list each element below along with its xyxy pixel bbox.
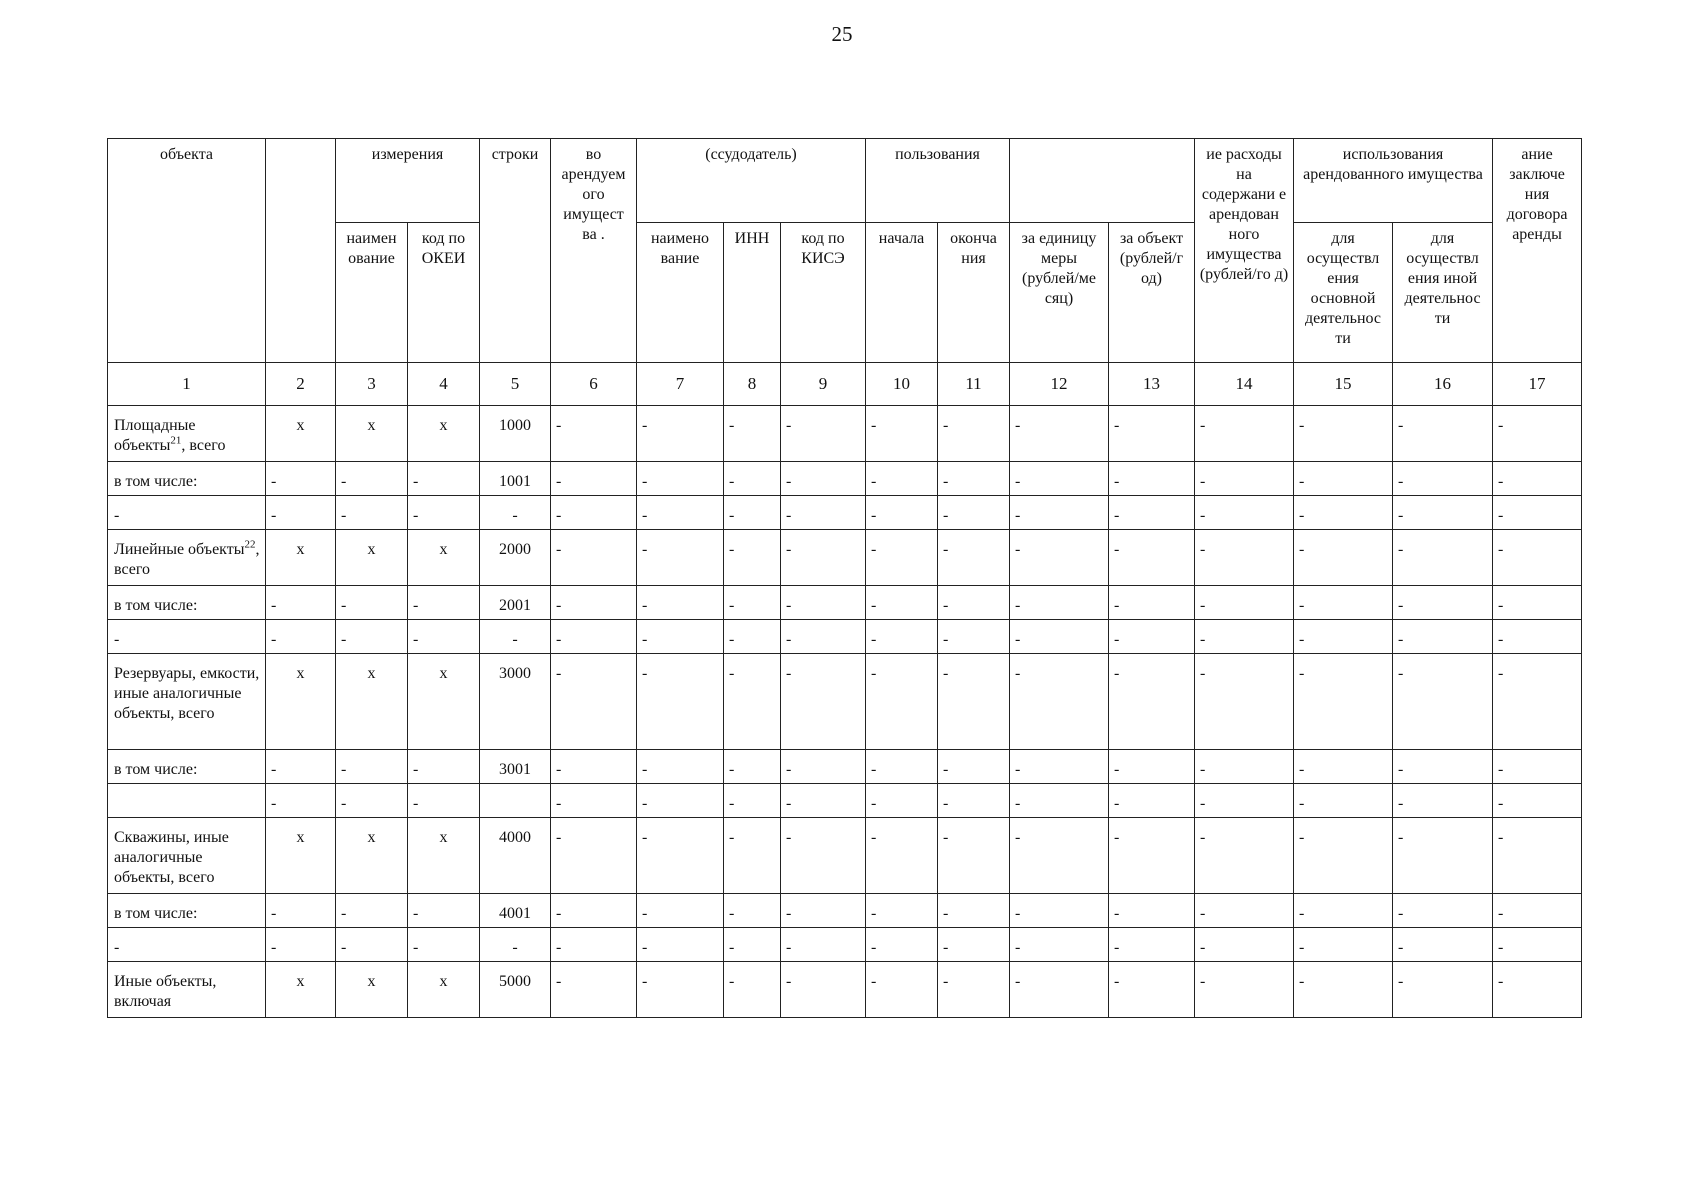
header-payment xyxy=(1010,139,1195,223)
table-cell: - xyxy=(551,654,637,750)
row-name-text: в том числе: xyxy=(114,597,198,614)
header-measure: измерения xyxy=(336,139,480,223)
column-number: 6 xyxy=(551,363,637,406)
table-cell: - xyxy=(724,784,781,818)
table-cell: - xyxy=(781,620,866,654)
table-row xyxy=(108,750,1582,784)
table-cell: - xyxy=(1393,530,1493,586)
table-cell: - xyxy=(551,818,637,894)
table-cell: - xyxy=(1195,496,1294,530)
table-row xyxy=(108,928,1582,962)
table-cell: - xyxy=(1393,620,1493,654)
header-expenses: ие расходы на содержани е арендован ного имущества (рублей/го д) xyxy=(1195,139,1294,363)
table-cell: - xyxy=(724,620,781,654)
row-object-name xyxy=(108,894,266,928)
table-cell: - xyxy=(266,784,336,818)
table-cell: - xyxy=(336,620,408,654)
table-cell: - xyxy=(938,530,1010,586)
table-cell: - xyxy=(1493,496,1582,530)
row-name-text: - xyxy=(114,507,120,524)
table-cell: - xyxy=(336,784,408,818)
table-cell: - xyxy=(1493,962,1582,1018)
table-cell: - xyxy=(724,530,781,586)
table-cell: - xyxy=(1493,620,1582,654)
table-cell: - xyxy=(866,750,938,784)
table-cell: - xyxy=(1109,406,1195,462)
table-cell: - xyxy=(938,462,1010,496)
table-cell: - xyxy=(1109,620,1195,654)
table-cell: - xyxy=(1294,586,1393,620)
row-object-name xyxy=(108,406,266,462)
table-cell: - xyxy=(938,818,1010,894)
table-cell: - xyxy=(1010,928,1109,962)
row-object-name xyxy=(108,462,266,496)
table-cell: - xyxy=(637,654,724,750)
table-cell: - xyxy=(1294,406,1393,462)
table-cell: - xyxy=(1195,586,1294,620)
table-cell: - xyxy=(637,928,724,962)
table-cell: - xyxy=(866,894,938,928)
table-cell: - xyxy=(866,496,938,530)
row-name-text: Резервуары, емкости, иные аналогичные объекты, всего xyxy=(114,665,260,722)
table-cell: - xyxy=(1493,462,1582,496)
column-number: 12 xyxy=(1010,363,1109,406)
header-lessor: (ссудодатель) xyxy=(637,139,866,223)
header-line: строки xyxy=(480,139,551,363)
table-cell: - xyxy=(408,928,480,962)
column-number: 5 xyxy=(480,363,551,406)
header-quantity: во арендуем ого имущест ва . xyxy=(551,139,637,363)
table-cell: - xyxy=(724,750,781,784)
header-lessor-name: наимено вание xyxy=(637,223,724,363)
table-cell: - xyxy=(866,620,938,654)
table-cell: - xyxy=(1195,962,1294,1018)
table-cell: - xyxy=(408,894,480,928)
table-cell: - xyxy=(408,462,480,496)
table-cell: - xyxy=(781,586,866,620)
column-number: 14 xyxy=(1195,363,1294,406)
table-cell: - xyxy=(1109,894,1195,928)
row-name-text: - xyxy=(114,631,120,648)
table-cell: - xyxy=(1493,818,1582,894)
table-cell: 1000 xyxy=(480,406,551,462)
table-cell: - xyxy=(781,462,866,496)
table-cell: - xyxy=(781,406,866,462)
row-object-name xyxy=(108,654,266,750)
table-cell: - xyxy=(1493,654,1582,750)
table-cell: - xyxy=(1294,894,1393,928)
row-name-text: Линейные объекты xyxy=(114,541,245,558)
table-cell: x xyxy=(336,654,408,750)
header-object: объекта xyxy=(108,139,266,363)
table-cell: - xyxy=(938,784,1010,818)
table-cell: - xyxy=(938,928,1010,962)
table-cell: - xyxy=(938,894,1010,928)
table-cell: - xyxy=(551,894,637,928)
table-cell: - xyxy=(336,586,408,620)
footnote-ref: 22 xyxy=(244,538,256,551)
table-cell: x xyxy=(408,962,480,1018)
table-cell: - xyxy=(781,750,866,784)
table-cell: x xyxy=(336,530,408,586)
table-cell: - xyxy=(1109,462,1195,496)
table-row xyxy=(108,462,1582,496)
table-cell: - xyxy=(866,586,938,620)
table-cell: - xyxy=(866,462,938,496)
table-cell: - xyxy=(336,462,408,496)
table-cell: - xyxy=(1393,750,1493,784)
table-row xyxy=(108,962,1582,1018)
table-cell: - xyxy=(1010,654,1109,750)
table-row xyxy=(108,406,1582,462)
header-main-activity: для осуществл ения основной деятельнос ти xyxy=(1294,223,1393,363)
row-name-text: в том числе: xyxy=(114,473,198,490)
table-cell: - xyxy=(1010,818,1109,894)
table-cell: - xyxy=(1195,894,1294,928)
column-number: 16 xyxy=(1393,363,1493,406)
table-cell: - xyxy=(1493,406,1582,462)
table-cell: - xyxy=(781,928,866,962)
table-cell: - xyxy=(1010,586,1109,620)
table-cell: 5000 xyxy=(480,962,551,1018)
table-cell: - xyxy=(480,620,551,654)
table-cell: - xyxy=(408,750,480,784)
table-cell: - xyxy=(1393,894,1493,928)
table-cell: - xyxy=(1109,654,1195,750)
table-cell: - xyxy=(724,586,781,620)
table-cell: - xyxy=(1393,496,1493,530)
table-cell: - xyxy=(1493,586,1582,620)
table-cell: 2000 xyxy=(480,530,551,586)
header-use-purpose: использования арендованного имущества xyxy=(1294,139,1493,223)
table-cell: - xyxy=(551,496,637,530)
table-cell: - xyxy=(551,586,637,620)
header-unit-name: наимен ование xyxy=(336,223,408,363)
table-cell: x xyxy=(266,406,336,462)
table-cell: - xyxy=(266,586,336,620)
table-cell: - xyxy=(724,406,781,462)
table-cell: - xyxy=(724,654,781,750)
table-cell: x xyxy=(266,962,336,1018)
table-cell: - xyxy=(1294,818,1393,894)
table-cell: - xyxy=(1010,496,1109,530)
table-cell: - xyxy=(938,654,1010,750)
table-cell: - xyxy=(781,784,866,818)
row-name-text: Скважины, иные аналогичные объекты, всего xyxy=(114,829,229,886)
table-cell: - xyxy=(266,750,336,784)
table-cell: - xyxy=(1195,818,1294,894)
table-cell: 1001 xyxy=(480,462,551,496)
table-cell: - xyxy=(1294,620,1393,654)
row-name-text: в том числе: xyxy=(114,905,198,922)
table-cell: - xyxy=(1010,894,1109,928)
table-cell: - xyxy=(1393,462,1493,496)
table-cell: - xyxy=(551,620,637,654)
table-cell: - xyxy=(1109,586,1195,620)
table-cell: - xyxy=(866,818,938,894)
header-per-object: за объект (рублей/г од) xyxy=(1109,223,1195,363)
table-row xyxy=(108,530,1582,586)
table-cell: - xyxy=(1393,928,1493,962)
header-contract: ание заключе ния договора аренды xyxy=(1493,139,1582,363)
table-cell: - xyxy=(1294,530,1393,586)
table-cell: x xyxy=(266,654,336,750)
column-number: 2 xyxy=(266,363,336,406)
table-cell: - xyxy=(408,620,480,654)
table-cell: - xyxy=(1294,962,1393,1018)
table-cell: - xyxy=(1393,406,1493,462)
table-cell: - xyxy=(551,530,637,586)
table-cell: - xyxy=(866,962,938,1018)
table-cell: - xyxy=(724,928,781,962)
table-cell: x xyxy=(408,654,480,750)
table-cell: - xyxy=(266,928,336,962)
table-cell: x xyxy=(408,530,480,586)
table-cell: - xyxy=(1010,620,1109,654)
table-cell: - xyxy=(266,462,336,496)
table-cell: - xyxy=(1294,654,1393,750)
table-cell: 3001 xyxy=(480,750,551,784)
table-cell: - xyxy=(1010,784,1109,818)
table-cell: - xyxy=(866,654,938,750)
table-cell: - xyxy=(724,496,781,530)
table-cell: - xyxy=(336,496,408,530)
table-cell: - xyxy=(637,894,724,928)
footnote-ref: 21 xyxy=(170,434,182,447)
table-cell: - xyxy=(266,496,336,530)
table-cell: - xyxy=(1294,496,1393,530)
table-cell: - xyxy=(551,462,637,496)
row-object-name xyxy=(108,496,266,530)
table-cell: - xyxy=(480,928,551,962)
table-cell: - xyxy=(938,962,1010,1018)
row-object-name xyxy=(108,620,266,654)
table-cell xyxy=(480,784,551,818)
table-cell: x xyxy=(336,818,408,894)
header-okei: код по ОКЕИ xyxy=(408,223,480,363)
table-cell: - xyxy=(1393,962,1493,1018)
table-cell: - xyxy=(1109,928,1195,962)
table-cell: - xyxy=(637,586,724,620)
table-cell: - xyxy=(1195,620,1294,654)
row-name-text: в том числе: xyxy=(114,761,198,778)
table-cell: - xyxy=(637,462,724,496)
column-number: 10 xyxy=(866,363,938,406)
table-cell: - xyxy=(1010,530,1109,586)
table-cell: - xyxy=(551,962,637,1018)
table-cell: - xyxy=(938,406,1010,462)
column-number: 3 xyxy=(336,363,408,406)
table-cell: - xyxy=(724,894,781,928)
table-cell: 4001 xyxy=(480,894,551,928)
row-name-text: Площадные объекты xyxy=(114,417,196,454)
header-usage: пользования xyxy=(866,139,1010,223)
table-cell: - xyxy=(551,928,637,962)
table-cell: - xyxy=(1493,784,1582,818)
rental-objects-table xyxy=(107,138,1582,1018)
table-cell: - xyxy=(938,586,1010,620)
table-cell: - xyxy=(1493,928,1582,962)
table-cell: - xyxy=(637,784,724,818)
table-cell: - xyxy=(1109,784,1195,818)
row-name-text: - xyxy=(114,939,120,956)
header-col2 xyxy=(266,139,336,363)
table-cell: - xyxy=(1294,928,1393,962)
table-cell: x xyxy=(408,818,480,894)
page-number: 25 xyxy=(831,22,853,46)
row-name-text: Иные объекты, включая xyxy=(114,973,217,1010)
column-number: 15 xyxy=(1294,363,1393,406)
table-cell: - xyxy=(266,894,336,928)
table-cell: - xyxy=(1195,928,1294,962)
table-cell: - xyxy=(336,928,408,962)
table-cell: - xyxy=(724,962,781,1018)
table-cell: - xyxy=(938,620,1010,654)
column-number: 9 xyxy=(781,363,866,406)
table-cell: - xyxy=(1010,750,1109,784)
header-start: начала xyxy=(866,223,938,363)
table-row xyxy=(108,784,1582,818)
row-object-name xyxy=(108,818,266,894)
table-cell: - xyxy=(1010,962,1109,1018)
table-cell: - xyxy=(637,530,724,586)
table-cell: - xyxy=(637,406,724,462)
column-number: 11 xyxy=(938,363,1010,406)
column-number: 1 xyxy=(108,363,266,406)
table-cell: - xyxy=(336,894,408,928)
table-cell: - xyxy=(781,818,866,894)
table-cell: - xyxy=(781,530,866,586)
table-cell: - xyxy=(1195,406,1294,462)
table-cell: - xyxy=(938,496,1010,530)
row-name-suffix: , всего xyxy=(181,437,226,454)
table-cell: - xyxy=(1294,462,1393,496)
table-cell: - xyxy=(1294,784,1393,818)
table-cell: - xyxy=(724,462,781,496)
table-cell: - xyxy=(1393,586,1493,620)
table-cell: - xyxy=(336,750,408,784)
table-cell: - xyxy=(938,750,1010,784)
table-cell: - xyxy=(1109,530,1195,586)
table-cell: - xyxy=(637,962,724,1018)
table-cell: x xyxy=(266,530,336,586)
table-cell: - xyxy=(480,496,551,530)
table-cell: x xyxy=(266,818,336,894)
table-cell: - xyxy=(724,818,781,894)
row-object-name xyxy=(108,962,266,1018)
table-row xyxy=(108,654,1582,750)
table-cell: - xyxy=(1493,894,1582,928)
table-cell: - xyxy=(781,894,866,928)
table-cell: - xyxy=(1493,530,1582,586)
table-cell: - xyxy=(1195,750,1294,784)
table-cell: 2001 xyxy=(480,586,551,620)
table-cell: - xyxy=(408,496,480,530)
row-name-suffix: , всего xyxy=(114,541,260,578)
column-numbers-row xyxy=(108,363,1582,406)
table-cell: - xyxy=(866,530,938,586)
table-cell: - xyxy=(1109,496,1195,530)
column-number: 17 xyxy=(1493,363,1582,406)
table-cell: - xyxy=(866,406,938,462)
table-row xyxy=(108,620,1582,654)
table-cell: - xyxy=(408,586,480,620)
table-cell: - xyxy=(551,784,637,818)
table-cell: - xyxy=(866,784,938,818)
header-inn: ИНН xyxy=(724,223,781,363)
table-cell: - xyxy=(551,406,637,462)
column-number: 7 xyxy=(637,363,724,406)
table-header xyxy=(108,139,1582,406)
table-cell: - xyxy=(1493,750,1582,784)
table-row xyxy=(108,586,1582,620)
table-cell: - xyxy=(1393,654,1493,750)
row-object-name xyxy=(108,928,266,962)
table-cell: - xyxy=(1010,462,1109,496)
table-row xyxy=(108,496,1582,530)
table-cell: - xyxy=(551,750,637,784)
table-cell: - xyxy=(781,496,866,530)
row-object-name xyxy=(108,784,266,818)
table-cell: - xyxy=(266,620,336,654)
header-other-activity: для осуществл ения иной деятельнос ти xyxy=(1393,223,1493,363)
table-cell: - xyxy=(1109,962,1195,1018)
table-cell: - xyxy=(637,818,724,894)
column-number: 4 xyxy=(408,363,480,406)
table-cell: - xyxy=(1109,818,1195,894)
table-cell: - xyxy=(637,496,724,530)
table-cell: x xyxy=(408,406,480,462)
row-object-name xyxy=(108,586,266,620)
table-cell: - xyxy=(1109,750,1195,784)
table-cell: - xyxy=(1294,750,1393,784)
table-cell: - xyxy=(637,620,724,654)
table-cell: - xyxy=(1195,530,1294,586)
table-row xyxy=(108,894,1582,928)
table-cell: - xyxy=(1010,406,1109,462)
table-cell: - xyxy=(408,784,480,818)
table-cell: 3000 xyxy=(480,654,551,750)
table-cell: - xyxy=(781,654,866,750)
table-cell: x xyxy=(336,962,408,1018)
column-number: 13 xyxy=(1109,363,1195,406)
column-number: 8 xyxy=(724,363,781,406)
table-cell: 4000 xyxy=(480,818,551,894)
table-cell: - xyxy=(1195,654,1294,750)
table-cell: - xyxy=(781,962,866,1018)
row-object-name xyxy=(108,750,266,784)
header-kise: код по КИСЭ xyxy=(781,223,866,363)
table-cell: - xyxy=(1393,818,1493,894)
table-cell: - xyxy=(637,750,724,784)
table-cell: - xyxy=(1195,462,1294,496)
table-cell: - xyxy=(1393,784,1493,818)
table-cell: - xyxy=(1195,784,1294,818)
header-per-unit: за единицу меры (рублей/ме сяц) xyxy=(1010,223,1109,363)
header-end: оконча ния xyxy=(938,223,1010,363)
row-object-name xyxy=(108,530,266,586)
table-cell: - xyxy=(866,928,938,962)
table-body xyxy=(108,406,1582,1018)
table-row xyxy=(108,818,1582,894)
table-cell: x xyxy=(336,406,408,462)
